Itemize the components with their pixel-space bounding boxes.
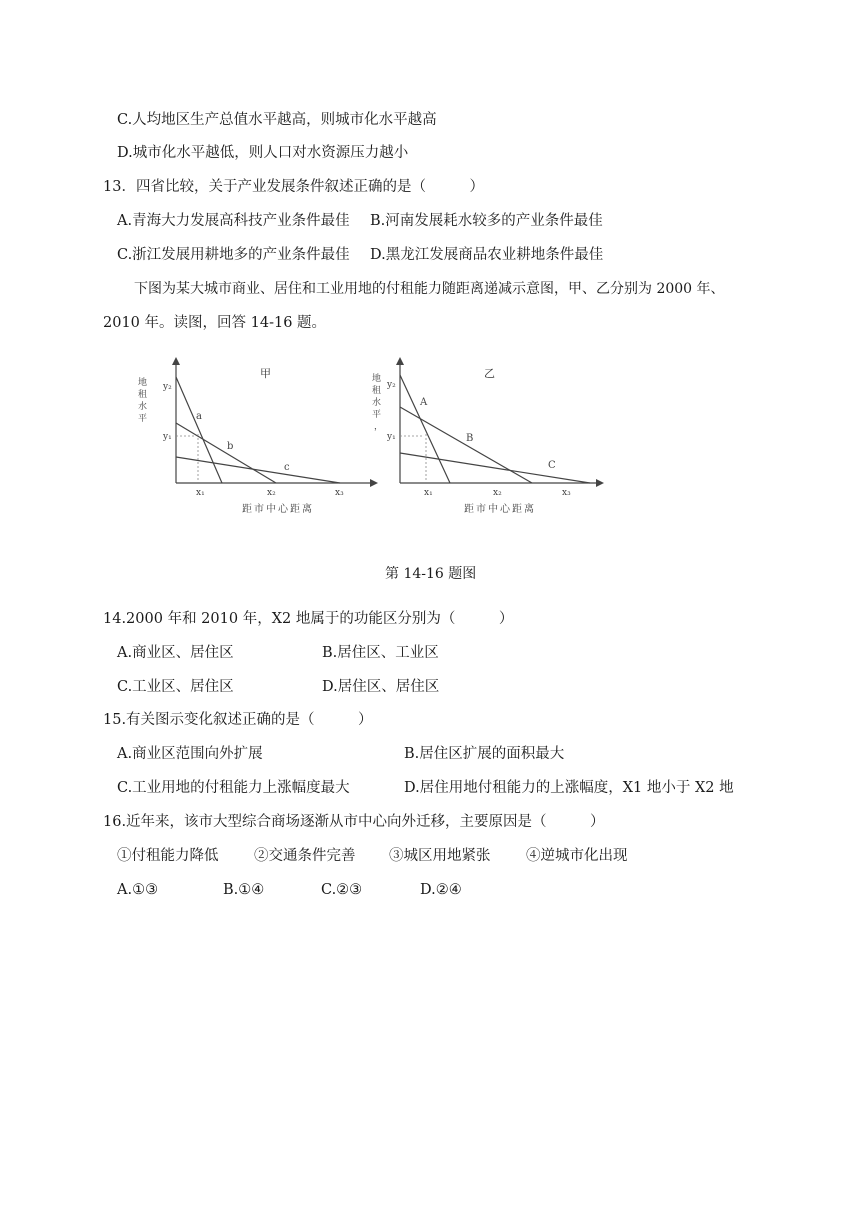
label-C: C xyxy=(548,460,556,471)
tick-x3-left: x₃ xyxy=(335,488,344,498)
tick-x1-right: x₁ xyxy=(424,488,433,498)
tick-y1-left: y₁ xyxy=(163,432,172,442)
line-c xyxy=(176,457,340,483)
y-label-right-4: 平 xyxy=(372,410,382,420)
figure-caption: 第 14-16 题图 xyxy=(385,566,477,582)
q16-option-b: B.①④ xyxy=(223,882,265,898)
label-a: a xyxy=(196,411,202,422)
q16-item-4: ④逆城市化出现 xyxy=(526,848,628,864)
tick-x2-left: x₂ xyxy=(267,488,276,498)
label-b: b xyxy=(227,441,234,452)
q14-option-b: B.居住区、工业区 xyxy=(322,645,439,661)
y-label-left-3: 水 xyxy=(138,402,148,412)
line-b xyxy=(176,423,276,483)
tick-x2-right: x₂ xyxy=(493,488,502,498)
q15-option-d: D.居住用地付租能力的上涨幅度，X1 地小于 X2 地 xyxy=(404,780,734,796)
y-label-left-2: 租 xyxy=(138,390,148,400)
chart-left-title: 甲 xyxy=(260,367,271,380)
tick-x3-right: x₃ xyxy=(562,488,571,498)
label-c: c xyxy=(284,462,290,473)
q16-option-a: A.①③ xyxy=(117,882,159,898)
intro-line-1: 下图为某大城市商业、居住和工业用地的付租能力随距离递减示意图，甲、乙分别为 2000 年、 xyxy=(134,281,725,297)
q14-option-c: C.工业区、居住区 xyxy=(117,679,234,695)
q15-option-b: B.居住区扩展的面积最大 xyxy=(404,746,565,762)
q16-stem: 16.近年来，该市大型综合商场逐渐从市中心向外迁移，主要原因是（ ） xyxy=(103,814,605,830)
tick-y1-right: y₁ xyxy=(387,432,396,442)
q13-option-a: A.青海大力发展高科技产业条件最佳 xyxy=(117,213,350,229)
figure-bid-rent xyxy=(130,355,610,525)
q15-stem: 15.有关图示变化叙述正确的是（ ） xyxy=(103,712,373,728)
tick-y2-left: y₂ xyxy=(163,382,172,392)
y-label-right-1: 地 xyxy=(372,374,382,384)
chart-right-title: 乙 xyxy=(484,367,495,380)
tick-y2-right: y₂ xyxy=(387,380,396,390)
intro-line-2: 2010 年。读图，回答 14-16 题。 xyxy=(103,315,327,331)
y-label-left-4: 平 xyxy=(138,414,148,424)
q15-option-c: C.工业用地的付租能力上涨幅度最大 xyxy=(117,780,350,796)
line-C xyxy=(400,453,590,483)
q14-option-d: D.居住区、居住区 xyxy=(322,679,440,695)
q16-item-1: ①付租能力降低 xyxy=(117,848,219,864)
line-B xyxy=(400,407,532,483)
line-A xyxy=(400,375,450,483)
label-A: A xyxy=(420,397,428,408)
q16-item-3: ③城区用地紧张 xyxy=(389,848,491,864)
x-label-left: 距市中心距离 xyxy=(242,504,314,515)
chart-left xyxy=(176,365,370,483)
y-label-right-2: 租 xyxy=(372,386,382,396)
q12-option-c: C.人均地区生产总值水平越高，则城市化水平越高 xyxy=(117,112,437,128)
q13-option-c: C.浙江发展用耕地多的产业条件最佳 xyxy=(117,247,350,263)
q13-option-b: B.河南发展耗水较多的产业条件最佳 xyxy=(370,213,603,229)
chart-right xyxy=(400,365,596,483)
q13-option-d: D.黑龙江发展商品农业耕地条件最佳 xyxy=(370,247,604,263)
q14-option-a: A.商业区、居住区 xyxy=(117,645,234,661)
q12-option-d: D.城市化水平越低，则人口对水资源压力越小 xyxy=(117,145,409,161)
q15-option-a: A.商业区范围向外扩展 xyxy=(117,746,263,762)
q16-option-c: C.②③ xyxy=(321,882,363,898)
line-a xyxy=(176,377,222,483)
x-label-right: 距市中心距离 xyxy=(464,504,536,515)
tick-x1-left: x₁ xyxy=(196,488,205,498)
y-label-left-1: 地 xyxy=(138,378,148,388)
q13-stem: 13．四省比较，关于产业发展条件叙述正确的是（ ） xyxy=(103,179,484,195)
y-label-right-3: 水 xyxy=(372,398,382,408)
y-label-right-5: ， xyxy=(374,422,384,432)
q14-stem: 14.2000 年和 2010 年，X2 地属于的功能区分别为（ ） xyxy=(103,611,514,627)
q16-item-2: ②交通条件完善 xyxy=(254,848,356,864)
q16-option-d: D.②④ xyxy=(420,882,462,898)
label-B: B xyxy=(466,433,474,444)
